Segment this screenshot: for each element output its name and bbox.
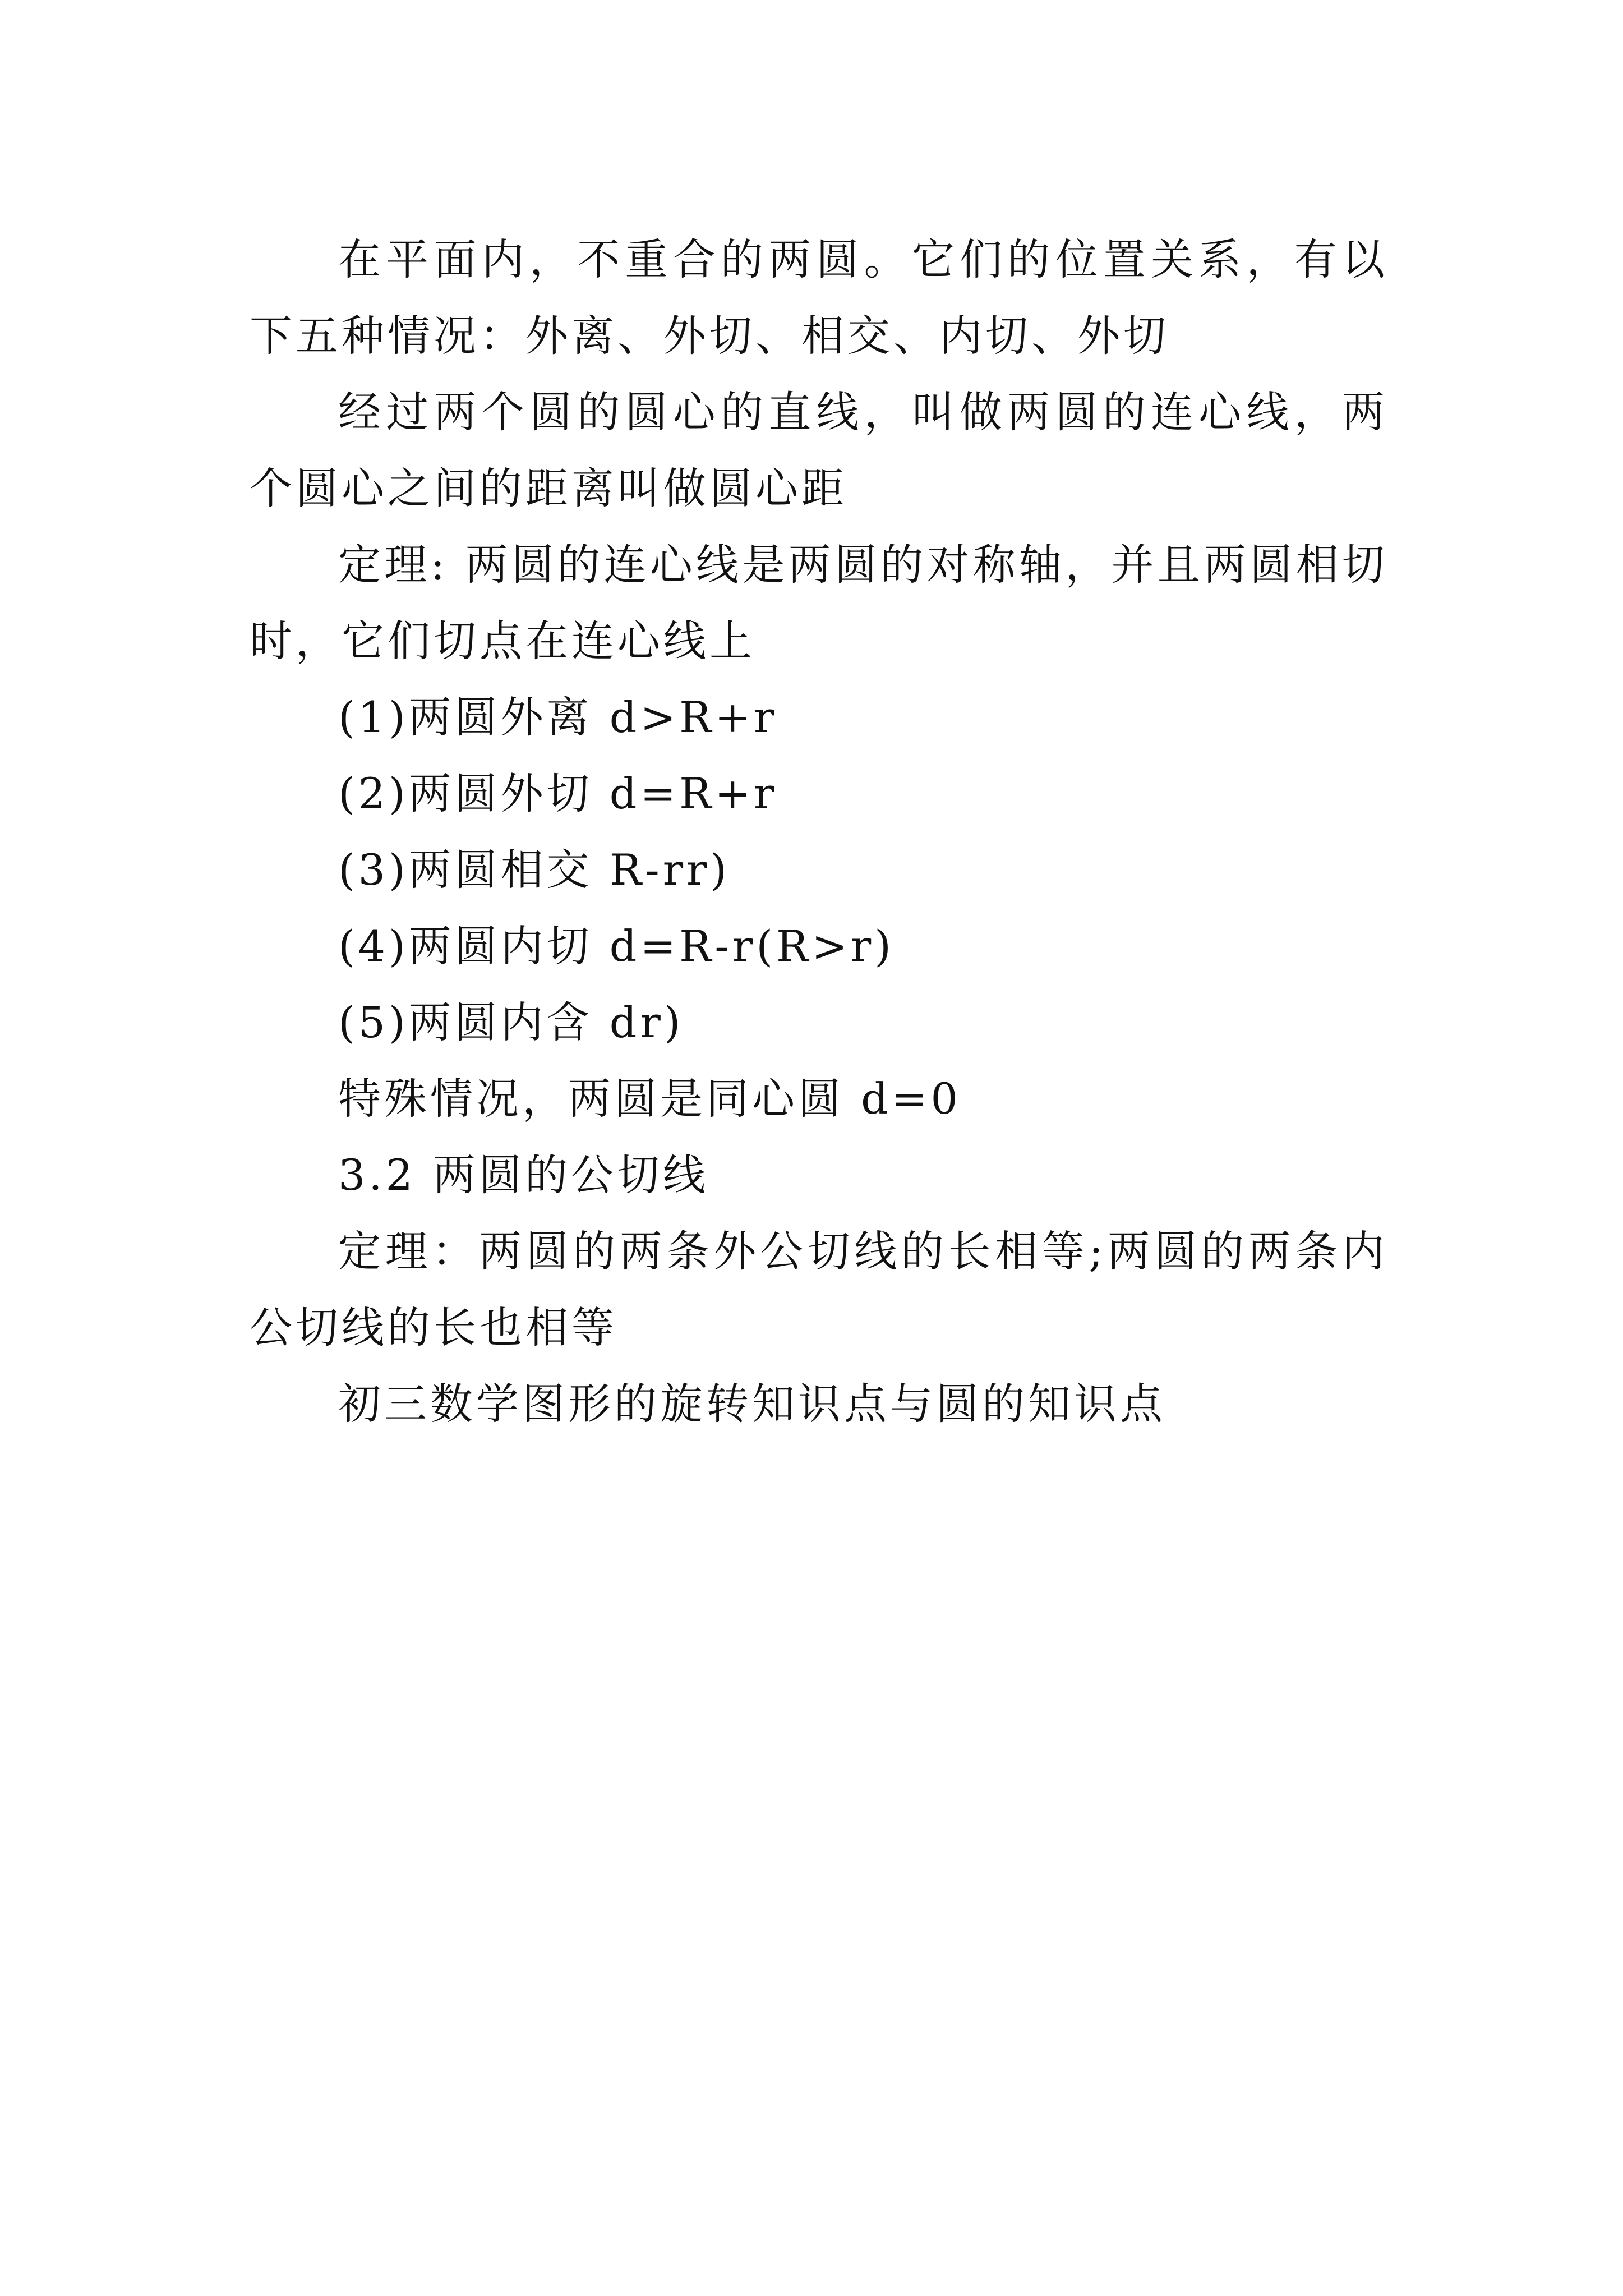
list-item-external-tangent: (2)两圆外切 d=R+r — [338, 769, 778, 818]
document-body — [250, 222, 1388, 1442]
paragraph-theorem-symmetry: 定理: 两圆的连心线是两圆的对称轴，并且两圆相切时，它们切点在连心线上 — [250, 540, 1388, 666]
paragraph-line-of-centers: 经过两个圆的圆心的直线，叫做两圆的连心线，两个圆心之间的距离叫做圆心距 — [250, 387, 1388, 513]
paragraph-position-relations: 在平面内，不重合的两圆。它们的位置关系，有以下五种情况：外离、外切、相交、内切、外切 — [250, 234, 1388, 361]
paragraph-theorem-tangent-lengths: 定理：两圆的两条外公切线的长相等;两圆的两条内公切线的长也相等 — [250, 1226, 1388, 1352]
list-item-containment: (5)两圆内含 dr) — [338, 997, 684, 1047]
list-item-internal-tangent: (4)两圆内切 d=R-r(R>r) — [338, 921, 895, 971]
list-item-external-separation: (1)两圆外离 d>R+r — [338, 692, 778, 742]
list-item-intersecting: (3)两圆相交 R-rr) — [338, 845, 731, 895]
paragraph-closing-title: 初三数学图形的旋转知识点与圆的知识点 — [338, 1379, 1166, 1429]
paragraph-concentric-case: 特殊情况，两圆是同心圆 d=0 — [338, 1074, 961, 1124]
section-heading-common-tangents: 3.2 两圆的公切线 — [338, 1150, 709, 1200]
